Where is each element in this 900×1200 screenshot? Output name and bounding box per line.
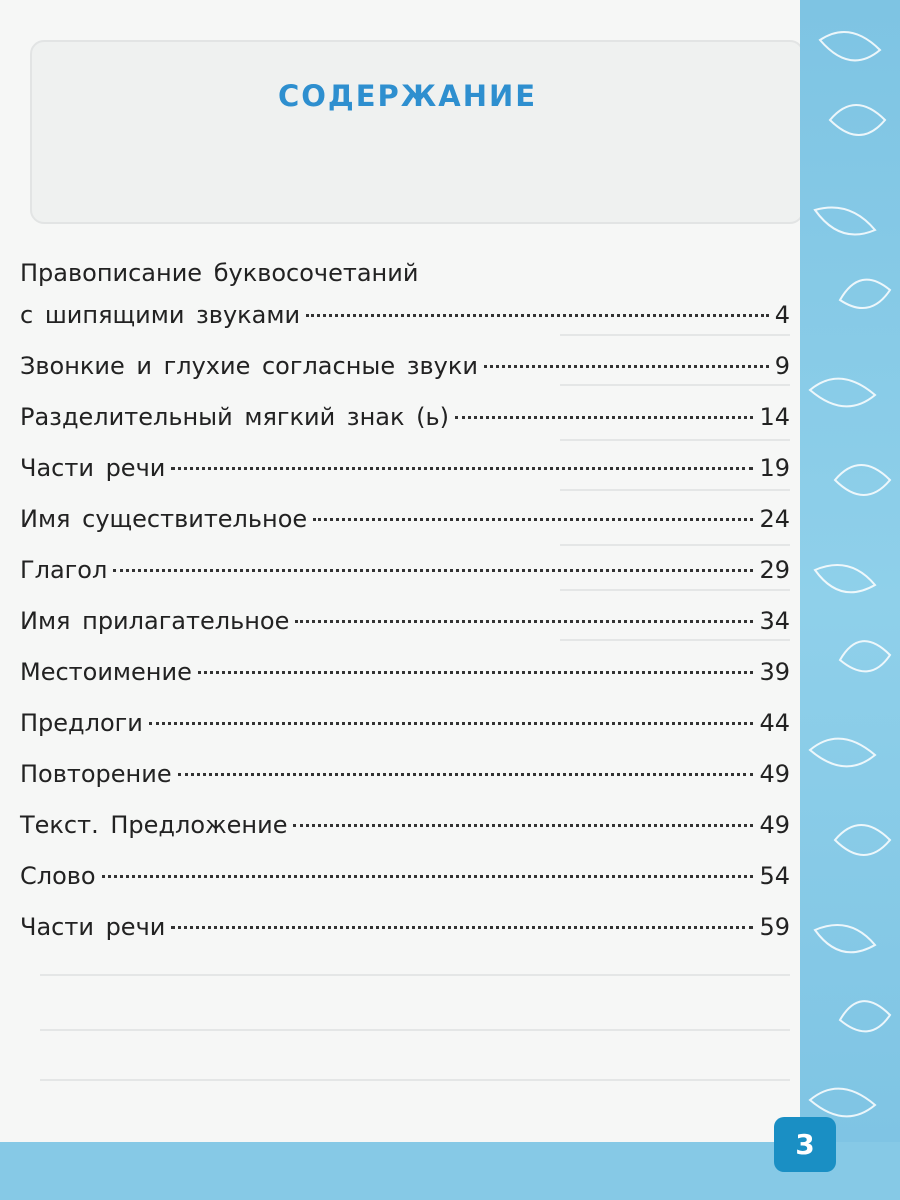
toc-entry	[20, 256, 790, 290]
toc-entry	[20, 545, 790, 596]
decorative-bottom-band	[0, 1142, 900, 1200]
toc-entry-page: 59	[759, 913, 790, 941]
toc-entry-label: Разделительный мягкий знак (ь)	[20, 403, 449, 431]
toc-entry-label: Повторение	[20, 760, 172, 788]
toc-entry	[20, 749, 790, 800]
toc-entry-page: 19	[759, 454, 790, 482]
toc-entry-label: Звонкие и глухие согласные звуки	[20, 352, 478, 380]
dot-leader	[178, 773, 754, 776]
dot-leader	[293, 824, 753, 827]
toc-entry-label: Правописание буквосочетаний	[20, 259, 419, 287]
toc-entry-label: Глагол	[20, 556, 108, 584]
dot-leader	[102, 875, 754, 878]
dot-leader	[313, 518, 753, 521]
toc-entry	[20, 290, 790, 341]
toc-entry-page: 4	[774, 301, 790, 329]
toc-entry-page: 49	[759, 760, 790, 788]
toc-entry	[20, 596, 790, 647]
dot-leader	[171, 926, 753, 929]
toc-entry-label: Имя существительное	[20, 505, 308, 533]
table-of-contents	[20, 256, 790, 953]
toc-entry	[20, 902, 790, 953]
toc-entry-label: Местоимение	[20, 658, 192, 686]
toc-entry-page: 49	[759, 811, 790, 839]
dot-leader	[113, 569, 753, 572]
toc-entry	[20, 494, 790, 545]
toc-entry-label: с шипящими звуками	[20, 301, 301, 329]
toc-entry-label: Части речи	[20, 913, 166, 941]
toc-entry-label: Слово	[20, 862, 96, 890]
toc-entry	[20, 800, 790, 851]
toc-entry	[20, 698, 790, 749]
dot-leader	[455, 416, 753, 419]
dot-leader	[484, 365, 769, 368]
page-title: СОДЕРЖАНИЕ	[277, 79, 538, 114]
toc-entry-page: 29	[759, 556, 790, 584]
toc-entry-label: Имя прилагательное	[20, 607, 290, 635]
leaf-pattern	[800, 0, 900, 1200]
dot-leader	[295, 620, 753, 623]
toc-entry	[20, 851, 790, 902]
toc-entry-page: 44	[759, 709, 790, 737]
toc-entry-label: Предлоги	[20, 709, 143, 737]
dot-leader	[149, 722, 754, 725]
toc-entry-page: 9	[774, 352, 790, 380]
toc-entry-page: 14	[759, 403, 790, 431]
toc-entry	[20, 443, 790, 494]
toc-entry	[20, 392, 790, 443]
dot-leader	[171, 467, 753, 470]
toc-entry	[20, 341, 790, 392]
dot-leader	[306, 314, 769, 317]
toc-entry-page: 54	[759, 862, 790, 890]
toc-entry	[20, 647, 790, 698]
toc-entry-label: Части речи	[20, 454, 166, 482]
toc-entry-page: 24	[759, 505, 790, 533]
toc-entry-page: 34	[759, 607, 790, 635]
toc-entry-page: 39	[759, 658, 790, 686]
toc-entry-label: Текст. Предложение	[20, 811, 288, 839]
page-number-badge: 3	[774, 1117, 836, 1172]
dot-leader	[198, 671, 754, 674]
